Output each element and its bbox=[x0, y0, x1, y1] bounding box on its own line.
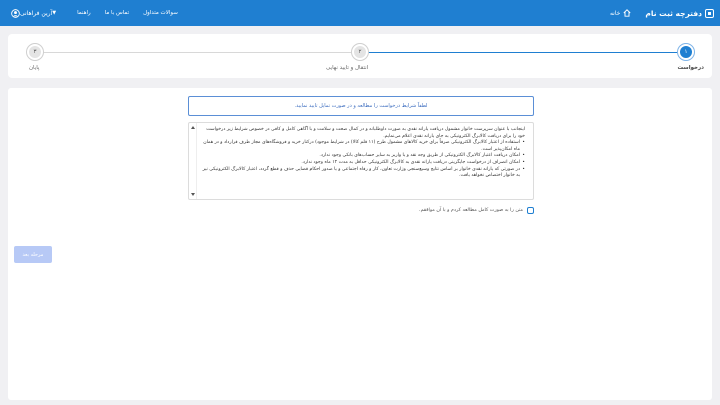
terms-list bbox=[201, 140, 525, 180]
user-avatar-icon bbox=[11, 9, 20, 18]
home-link[interactable] bbox=[610, 9, 631, 17]
home-icon bbox=[623, 9, 631, 17]
terms-item: • امکان دریافت اعتبار کالابرگ الکترونیکی از طریق وجه نقد و یا واریز به سایر حساب‌های بانکی وجود ندارد. bbox=[201, 153, 525, 160]
terms-item: • در صورتی که یارانه نقدی خانوار بر اساس نتایج وسیع‌سنجی وزارت تعاون، کار و رفاه اجتماعی و یا صدور احکام قضایی حذف و قطع گردد، اعتبار کالابرگ الکترونیکی نیز به خانوار اختصاص نخواهد یافت. bbox=[201, 167, 525, 180]
logo-icon bbox=[705, 9, 714, 18]
terms-box[interactable] bbox=[188, 122, 534, 200]
terms-item: • استفاده از اعتبار کالابرگ الکترونیکی صرفاً برای خرید کالاهای مشمول طرح (۱۱ قلم کالا) در شرایط موجود) درکنار خرید و فروشگاه‌های مجاز طرف قرارداد و در همان ماه امکان‌پذیر است. bbox=[201, 140, 525, 153]
scroll-down-icon[interactable] bbox=[191, 193, 195, 196]
step-number: ۱ bbox=[680, 46, 692, 58]
site-logo[interactable] bbox=[645, 9, 714, 18]
step-number: ۳ bbox=[29, 46, 41, 58]
user-name: آرین فراهانی bbox=[20, 9, 53, 17]
stepper-progress bbox=[367, 52, 685, 54]
next-step-button[interactable]: مرحله بعد bbox=[14, 246, 52, 263]
scroll-up-icon[interactable] bbox=[191, 126, 195, 129]
agree-row[interactable] bbox=[419, 207, 534, 214]
agree-label: متن را به صورت کامل مطالعه کردم و با آن موافقم. bbox=[419, 208, 523, 213]
progress-stepper bbox=[8, 34, 712, 78]
nav-link-help[interactable]: راهنما bbox=[77, 10, 91, 16]
user-menu[interactable] bbox=[8, 9, 59, 18]
top-navbar bbox=[0, 0, 720, 26]
main-card bbox=[8, 88, 712, 400]
chevron-down-icon: ▼ bbox=[52, 10, 57, 16]
agree-checkbox[interactable] bbox=[527, 207, 534, 214]
terms-intro: اینجانب با عنوان سرپرست خانوار مشمول دریافت یارانه نقدی به صورت داوطلبانه و در کمال صحت و سلامت و با آگاهی کامل و کافی در خصوص شرایط زیر درخواست خود را برای دریافت کالابرگ الکترونیکی به جای یارانه نقدی اعلام می‌نمایم. bbox=[206, 127, 525, 139]
info-notice: لطفاً شرایط درخواست را مطالعه و در صورت تمایل تایید نمایید. bbox=[188, 96, 534, 116]
terms-scrollbar[interactable] bbox=[189, 123, 197, 199]
step-label-finish: پایان bbox=[29, 65, 40, 71]
navbar-right bbox=[610, 0, 714, 26]
navbar-left bbox=[8, 0, 192, 26]
nav-link-contact[interactable]: تماس با ما bbox=[104, 10, 130, 16]
home-label: خانه bbox=[609, 9, 621, 17]
step-number: ۲ bbox=[354, 46, 366, 58]
step-label-request: درخواست bbox=[677, 65, 704, 71]
logo-text: دفترچه ثبت نام bbox=[645, 8, 702, 18]
nav-link-faq[interactable]: سوالات متداول bbox=[143, 10, 178, 16]
step-transfer bbox=[351, 43, 369, 61]
step-finish bbox=[26, 43, 44, 61]
terms-item: • امکان انصراف از درخواست جایگزینی دریافت یارانه نقدی به کالابرگ الکترونیکی حداقل به مدت ۱۲ ماه وجود ندارد. bbox=[201, 160, 525, 167]
step-label-transfer: انتقال و تایید نهایی bbox=[326, 65, 369, 71]
step-request bbox=[677, 43, 695, 61]
